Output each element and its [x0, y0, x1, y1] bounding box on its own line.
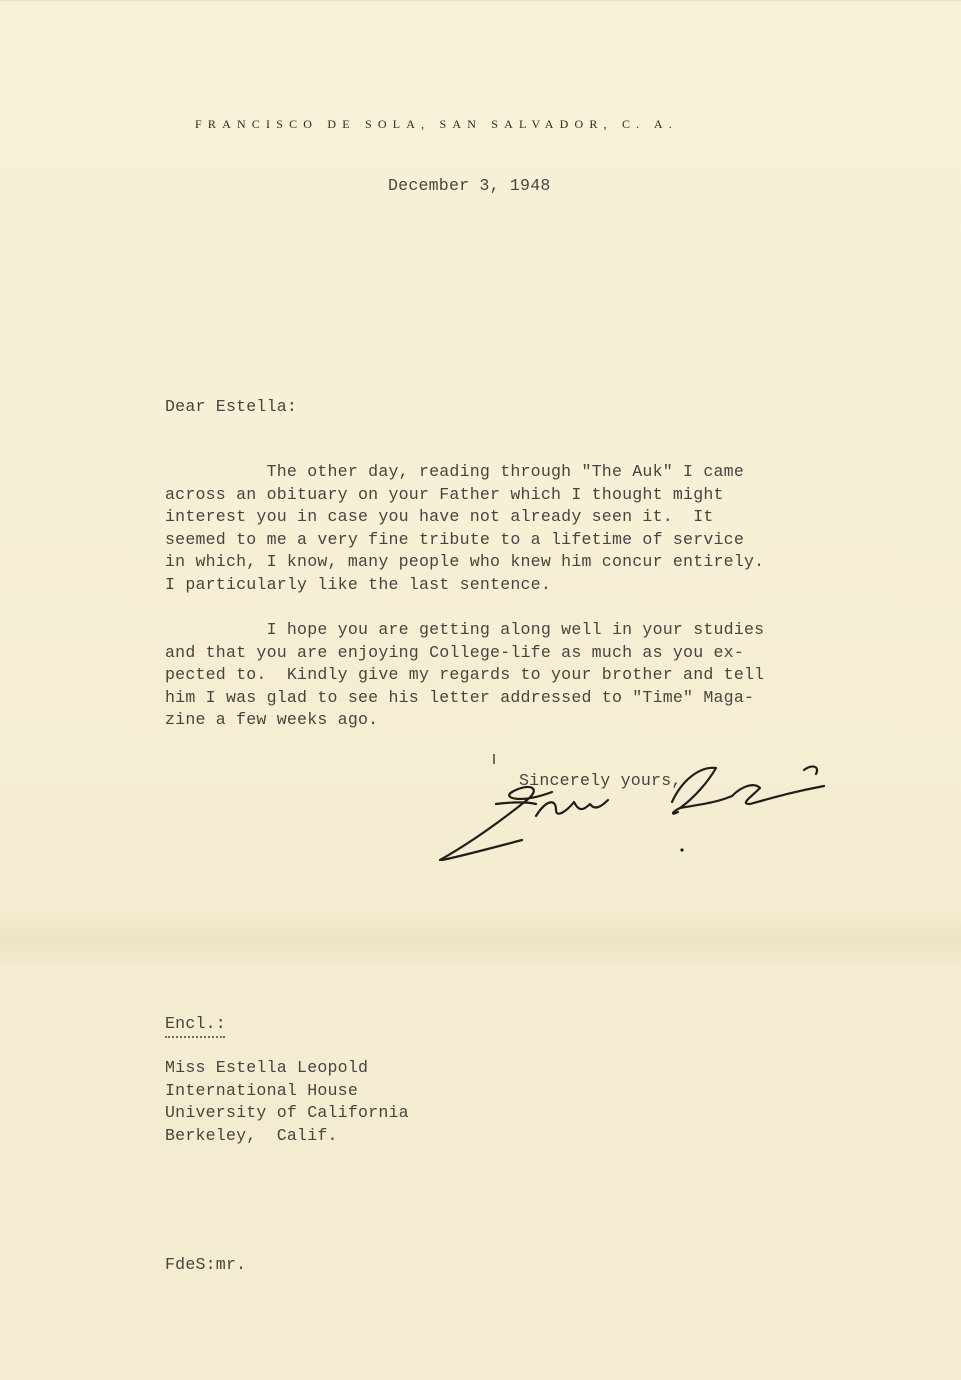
letter-date: December 3, 1948 — [388, 176, 551, 195]
body-paragraph-1: The other day, reading through "The Auk" I came across an obituary on your Father which I thought might interest you in case you have not already seen it. It seemed to me a very fine tribute to a lifetime of service in which, I know, many people who knew him concur entirely. I particularly like the last sentence. — [165, 462, 765, 594]
closing: Sincerely yours, — [519, 771, 682, 790]
enclosure-note: Encl.: — [165, 1014, 226, 1033]
body-paragraph-2: I hope you are getting along well in your studies and that you are enjoying College-life as much as you ex- pected to. Kindly give my regards to your brother and tell him I was glad to see his letter addressed to "Time" Maga- zine a few weeks ago. — [165, 620, 765, 730]
enclosure-underline — [165, 1036, 225, 1038]
paper-edge — [0, 0, 961, 1]
recipient-address: Miss Estella Leopold International House University of California Berkeley, Calif. — [165, 1058, 409, 1145]
letterhead: FRANCISCO DE SOLA, SAN SALVADOR, C. A. — [195, 117, 678, 131]
salutation: Dear Estella: — [165, 397, 298, 416]
paper-fold — [0, 910, 961, 970]
handwritten-signature — [432, 752, 832, 867]
reference-initials: FdeS:mr. — [165, 1255, 247, 1274]
